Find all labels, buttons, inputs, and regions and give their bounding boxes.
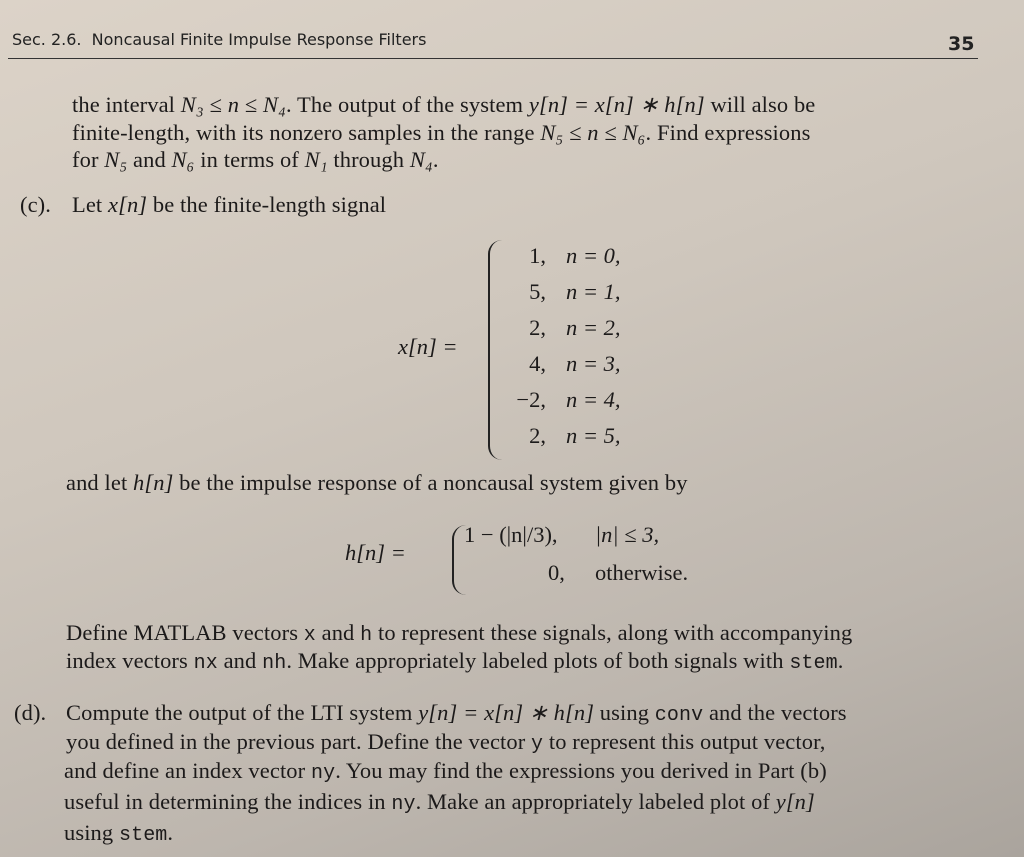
text-line <box>72 147 439 173</box>
x-case-condition: n = 5, <box>566 423 621 448</box>
math: y[n] = x[n] ∗ h[n] <box>418 700 595 725</box>
x-case-condition: n = 4, <box>566 387 621 412</box>
math: x[n] <box>108 192 148 217</box>
text: finite-length, with its nonzero samples in the range <box>72 120 541 145</box>
text: Let <box>72 192 109 217</box>
text: . <box>167 820 174 845</box>
x-case-value: 1, <box>529 243 546 268</box>
text-line <box>64 758 827 785</box>
text-line <box>66 470 688 496</box>
text: and let <box>66 470 134 495</box>
text-line <box>64 789 815 816</box>
x-case-value: 4, <box>529 351 546 376</box>
part-c-label: (c). <box>20 192 51 217</box>
text: the interval <box>72 92 181 117</box>
text: to represent these signals, along with accompanying <box>372 620 853 645</box>
header-rule <box>8 58 978 59</box>
x-case-value: 5, <box>529 279 546 304</box>
code: ny <box>310 762 336 785</box>
text: . Make an appropriately labeled plot of <box>415 789 776 814</box>
text: . <box>837 648 844 673</box>
text: . You may find the expressions you derived in Part (b) <box>335 758 827 783</box>
text-line <box>72 192 386 218</box>
left-brace <box>488 240 504 460</box>
text: in terms of <box>194 147 305 172</box>
x-case-condition: n = 0, <box>566 243 621 268</box>
x-case-condition: n = 3, <box>566 351 621 376</box>
text: will also be <box>704 92 816 117</box>
x-case-value: 2, <box>529 315 546 340</box>
math: h[n] <box>133 470 174 495</box>
text: . <box>432 147 439 172</box>
text: and <box>217 648 263 673</box>
code: nx <box>193 652 218 675</box>
x-case-condition: n = 1, <box>566 279 621 304</box>
text: and <box>315 620 361 645</box>
part-d-label: (d). <box>14 700 47 725</box>
section-title: Noncausal Finite Impulse Response Filters <box>91 30 427 49</box>
math: N₁ <box>304 147 328 172</box>
code: stem <box>789 652 838 675</box>
text-line <box>66 729 826 756</box>
text-line <box>66 648 843 675</box>
text-line <box>64 820 173 847</box>
text-line <box>66 620 852 647</box>
text-line <box>66 700 847 727</box>
code: h <box>360 624 373 647</box>
text: using <box>64 820 119 845</box>
text: . Find expressions <box>645 120 811 145</box>
code: y <box>531 733 544 756</box>
text: Compute the output of the LTI system <box>66 700 419 725</box>
x-equation-lhs: x[n] = <box>398 334 458 359</box>
math: N₆ <box>171 147 195 172</box>
text: to represent this output vector, <box>543 729 826 754</box>
h-case-value: 0, <box>548 560 565 585</box>
math: N₅ ≤ n ≤ N₆ <box>540 120 646 145</box>
text: and the vectors <box>703 700 847 725</box>
math: y[n] <box>775 789 815 814</box>
running-header <box>12 30 426 49</box>
text-line <box>72 92 815 118</box>
code: ny <box>391 793 416 816</box>
text: and define an index vector <box>64 758 311 783</box>
math: N₅ <box>104 147 128 172</box>
math: N₃ ≤ n ≤ N₄ <box>180 92 286 117</box>
code: x <box>303 624 316 647</box>
text: through <box>327 147 410 172</box>
page-number: 35 <box>948 33 975 55</box>
text: . The output of the system <box>285 92 529 117</box>
h-case-condition: otherwise. <box>595 560 689 585</box>
text: you defined in the previous part. Define the vector <box>66 729 532 754</box>
code: nh <box>262 652 287 675</box>
math: N₄ <box>409 147 433 172</box>
text: be the finite-length signal <box>147 192 387 217</box>
text: . Make appropriately labeled plots of both signals with <box>286 648 790 673</box>
math: y[n] = x[n] ∗ h[n] <box>528 92 705 117</box>
text: for <box>72 147 105 172</box>
text: and <box>127 147 172 172</box>
section-number: Sec. 2.6. <box>12 30 82 49</box>
text: Define MATLAB vectors <box>66 620 304 645</box>
code: stem <box>118 824 168 847</box>
text: index vectors <box>66 648 194 673</box>
x-case-condition: n = 2, <box>566 315 621 340</box>
h-equation-lhs: h[n] = <box>345 540 406 565</box>
h-case-condition: |n| ≤ 3, <box>595 522 660 547</box>
text: be the impulse response of a noncausal system given by <box>173 470 688 495</box>
x-case-value: −2, <box>516 387 546 412</box>
code: conv <box>654 704 704 727</box>
h-case-value: 1 − (|n|/3), <box>464 522 558 547</box>
text: using <box>594 700 655 725</box>
text: useful in determining the indices in <box>64 789 392 814</box>
text-line <box>72 120 810 146</box>
x-case-value: 2, <box>529 423 546 448</box>
